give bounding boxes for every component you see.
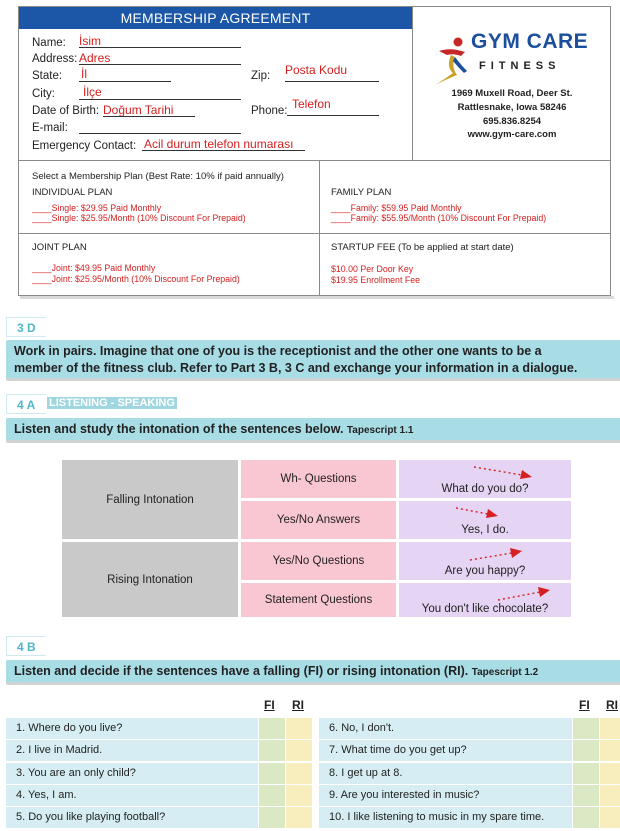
fi-answer-box[interactable] [259,763,285,784]
dob-value: Doğum Tarihi [103,103,174,117]
ri-answer-box[interactable] [286,807,312,828]
state-line[interactable] [79,81,171,82]
type-yes-no-answers: Yes/No Answers [276,514,361,526]
city-line[interactable] [79,99,241,100]
section-4a-number: 4 A [6,394,46,414]
plan-select-note: Select a Membership Plan (Best Rate: 10% if paid annually) [32,171,284,182]
address-line[interactable] [79,64,241,65]
list-item: 9. Are you interested in music? [329,789,480,801]
section-3d-line-2: member of the fitness club. Refer to Part 3 B, 3 C and exchange your information in a dialogue. [14,361,578,375]
section-4b-instruction [14,662,538,682]
ri-answer-box[interactable] [286,718,312,739]
type-cell-statement-q [241,583,396,617]
zip-value: Posta Kodu [285,63,348,77]
section-4a-instruction [14,420,413,440]
fi-answer-box[interactable] [573,718,599,739]
runner-logo-icon [431,35,471,87]
section-3d-line-1: Work in pairs. Imagine that one of you is the receptionist and the other one wants to be a [14,344,542,358]
email-line[interactable] [79,133,241,134]
section-4b-number: 4 B [6,636,46,656]
fi-answer-box[interactable] [259,740,285,761]
rising-intonation-label: Rising Intonation [107,573,193,586]
emergency-line[interactable] [142,150,305,151]
list-item: 8. I get up at 8. [329,767,403,779]
joint-option-2[interactable]: ____Joint: $25.95/Month (10% Discount For Prepaid) [32,274,240,284]
family-option-2[interactable]: ____Family: $55.95/Month (10% Discount For Prepaid) [331,213,547,223]
form-shadow [20,296,614,299]
section-4b-bar [6,660,620,682]
emergency-value: Acil durum telefon numarası [144,137,294,151]
ri-answer-box[interactable] [600,718,620,739]
address-label: Address: [32,53,78,65]
falling-intonation-label: Falling Intonation [106,493,194,506]
startup-fee-title: STARTUP FEE (To be applied at start date) [331,242,514,253]
fi-answer-box[interactable] [259,785,285,806]
list-item: 6. No, I don't. [329,722,395,734]
city-label: City: [32,88,55,100]
gym-phone: 695.836.8254 [482,116,542,127]
list-item: 7. What time do you get up? [329,744,467,756]
ri-answer-box[interactable] [600,763,620,784]
section-4b-tapescript: Tapescript 1.2 [471,667,539,678]
ri-answer-box[interactable] [600,785,620,806]
right-ri-header: RI [606,698,618,712]
address-value: Adres [79,51,111,65]
type-cell-yn-answers [241,501,396,539]
brand-name: GYM CARE [471,30,589,53]
email-label: E-mail: [32,122,68,134]
fi-answer-box[interactable] [573,740,599,761]
family-option-1[interactable]: ____Family: $59.95 Paid Monthly [331,203,462,213]
name-label: Name: [32,37,66,49]
type-wh-questions: Wh- Questions [280,473,357,485]
list-item: 10. I like listening to music in my spare time. [329,811,545,823]
example-what-do-you-do: What do you do? [441,483,529,495]
emergency-label: Emergency Contact: [32,140,137,152]
type-cell-yn-questions [241,542,396,580]
zip-line[interactable] [285,81,379,82]
ri-answer-box[interactable] [600,740,620,761]
phone-line[interactable] [287,115,379,116]
left-ri-header: RI [292,698,304,712]
form-title: MEMBERSHIP AGREEMENT [19,7,412,29]
example-you-dont-like-chocolate: You don't like chocolate? [421,603,549,615]
falling-arrow-icon-2 [452,503,522,523]
form-top-section [19,7,610,160]
right-fi-header: FI [579,698,590,712]
gym-website[interactable]: www.gym-care.com [467,129,557,140]
name-line[interactable] [79,47,241,48]
form-divider [19,160,610,161]
list-item: 5. Do you like playing football? [16,811,166,823]
section-3d-bar [6,340,620,378]
individual-option-2[interactable]: ____Single: $25.95/Month (10% Discount For Prepaid) [32,213,246,223]
dob-line[interactable] [103,116,195,117]
ri-answer-box[interactable] [600,807,620,828]
joint-option-1[interactable]: ____Joint: $49.95 Paid Monthly [32,263,156,273]
left-fi-header: FI [264,698,275,712]
ri-answer-box[interactable] [286,763,312,784]
falling-arrow-icon [470,462,540,482]
fi-answer-box[interactable] [573,785,599,806]
form-personal-info [19,7,413,160]
section-4b-instruction-text: Listen and decide if the sentences have a falling (FI) or rising intonation (RI). [14,664,469,678]
brand-subtitle: FITNESS [479,60,561,72]
name-value: İsim [79,34,101,48]
list-item: 1. Where do you live? [16,722,123,734]
list-item: 3. You are an only child? [16,767,136,779]
family-plan-title: FAMILY PLAN [331,187,392,198]
fi-answer-box[interactable] [573,763,599,784]
section-4a-instruction-text: Listen and study the intonation of the sentences below. [14,422,344,436]
list-item: 2. I live in Madrid. [16,744,103,756]
fi-answer-box[interactable] [573,807,599,828]
type-cell-wh [241,460,396,498]
listening-speaking-tag: LISTENING - SPEAKING [49,397,175,409]
fi-answer-box[interactable] [259,807,285,828]
address-line-2: Rattlesnake, Iowa 58246 [457,102,567,113]
ri-answer-box[interactable] [286,740,312,761]
individual-plan-title: INDIVIDUAL PLAN [32,187,113,198]
rising-arrow-icon-2 [494,584,564,606]
type-yes-no-questions: Yes/No Questions [272,555,365,567]
rising-arrow-icon [466,544,536,566]
joint-plan-title: JOINT PLAN [32,242,87,253]
ri-answer-box[interactable] [286,785,312,806]
example-are-you-happy: Are you happy? [444,565,526,577]
section-3d-number: 3 D [6,317,46,337]
address-line-1: 1969 Muxell Road, Deer St. [451,88,573,99]
state-label: State: [32,70,63,82]
example-yes-i-do: Yes, I do. [461,524,509,536]
zip-label: Zip: [251,70,271,82]
phone-label: Phone: [251,105,288,117]
startup-fee-enrollment: $19.95 Enrollment Fee [331,275,420,285]
plans-vertical-divider [319,160,320,296]
phone-value: Telefon [292,97,331,111]
gym-logo-block [414,7,610,160]
section-4a-tapescript: Tapescript 1.1 [346,425,414,436]
city-value: İlçe [83,85,102,99]
plans-horizontal-divider [19,233,610,234]
dob-label: Date of Birth: [32,105,100,117]
fi-answer-box[interactable] [259,718,285,739]
rising-intonation-cell [62,542,238,617]
membership-agreement-form [18,6,611,296]
section-4a-bar [6,418,620,440]
state-value: İl [81,67,87,81]
startup-fee-key: $10.00 Per Door Key [331,264,414,274]
individual-option-1[interactable]: ____Single: $29.95 Paid Monthly [32,203,162,213]
list-item: 4. Yes, I am. [16,789,77,801]
falling-intonation-cell [62,460,238,539]
type-statement-questions: Statement Questions [264,594,373,606]
